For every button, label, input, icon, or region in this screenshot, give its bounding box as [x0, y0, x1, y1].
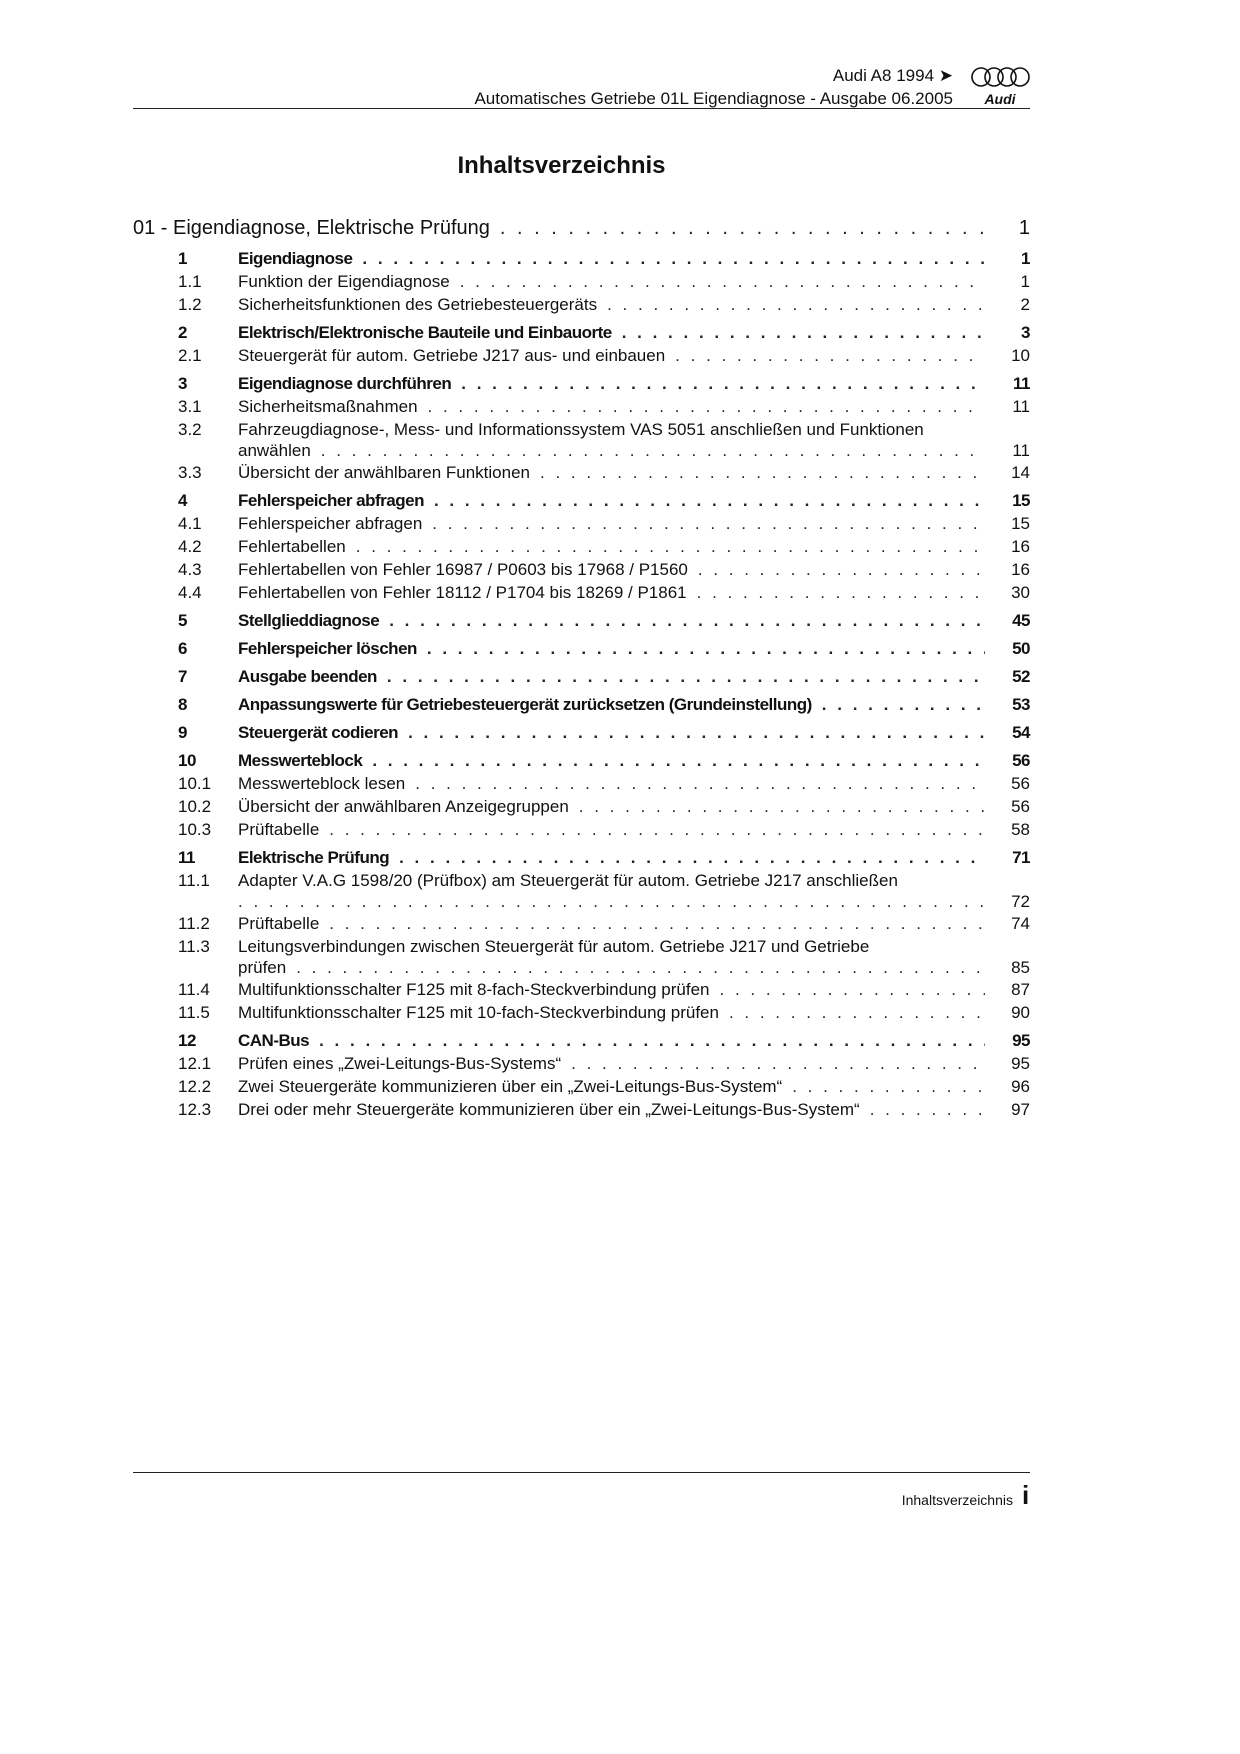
toc-entry-title: Zwei Steuergeräte kommunizieren über ein „Zwei-Leitungs-Bus-System“: [238, 1077, 783, 1096]
toc-entry-title: Eigendiagnose durchführen: [238, 374, 452, 393]
toc-entry-title: Elektrische Prüfung: [238, 848, 390, 867]
toc-entry-title: Eigendiagnose: [238, 249, 353, 268]
toc-entry-number: 11.1: [178, 871, 210, 890]
toc-entry-number: 4.2: [178, 537, 202, 556]
toc-entry-page: 87: [1011, 980, 1030, 999]
toc-entry-number: 10.1: [178, 774, 212, 793]
toc-entry-number: 1: [178, 249, 187, 268]
dot-leader: [356, 537, 985, 557]
toc-entry-title: Stellglieddiagnose: [238, 611, 380, 630]
toc-entry-page: 14: [1011, 463, 1030, 482]
toc-entry-page: 53: [1012, 695, 1030, 714]
toc-entry-title: Prüftabelle: [238, 820, 320, 839]
dot-leader: [408, 723, 985, 743]
toc-entry-number: 3.1: [178, 397, 202, 416]
toc-entry-title: Steuergerät für autom. Getriebe J217 aus- und einbauen: [238, 346, 666, 365]
toc-entry-page: 2: [1020, 295, 1030, 314]
toc-entry-title: Sicherheitsmaßnahmen: [238, 397, 418, 416]
toc-entry-number: 4.1: [178, 514, 202, 533]
dot-leader: [399, 848, 985, 868]
toc-entry-title: Leitungsverbindungen zwischen Steuergerät für autom. Getriebe J217 und Getriebe: [238, 937, 870, 956]
dot-leader: [697, 583, 985, 603]
toc-entry-page: 97: [1011, 1100, 1030, 1119]
dot-leader: [362, 249, 985, 269]
toc-entry-title: Prüftabelle: [238, 914, 320, 933]
toc-entry-page: 58: [1011, 820, 1030, 839]
dot-leader: [321, 441, 985, 461]
toc-entry-number: 10.3: [178, 820, 212, 839]
toc-entry-number: 5: [178, 611, 187, 630]
dot-leader: [571, 1054, 985, 1074]
dot-leader: [428, 397, 985, 417]
toc-entry-page: 54: [1012, 723, 1030, 742]
toc-entry-page: 16: [1011, 537, 1030, 556]
toc-entry-page: 11: [1013, 374, 1030, 393]
footer-label: Inhaltsverzeichnis: [901, 1492, 1013, 1508]
dot-leader: [389, 611, 985, 631]
toc-entry-page: 56: [1011, 797, 1030, 816]
dot-leader: [698, 560, 985, 580]
dot-leader: [387, 667, 985, 687]
toc-entry-page: 15: [1011, 514, 1030, 533]
dot-leader: [372, 751, 985, 771]
toc-entry-title: Messwerteblock lesen: [238, 774, 406, 793]
toc-entry-title: Adapter V.A.G 1598/20 (Prüfbox) am Steuergerät für autom. Getriebe J217 anschließen: [238, 871, 898, 890]
toc-entry-title: Fehlertabellen von Fehler 16987 / P0603 bis 17968 / P1560: [238, 560, 688, 579]
brand-wordmark: Audi: [984, 91, 1016, 107]
table-of-contents: [133, 0, 1030, 1200]
toc-entry-title: Drei oder mehr Steuergeräte kommunizieren über ein „Zwei-Leitungs-Bus-System“: [238, 1100, 860, 1119]
toc-entry-page: 16: [1011, 560, 1030, 579]
toc-entry-page: 1: [1020, 272, 1030, 291]
toc-entry-title: Übersicht der anwählbaren Anzeigegruppen: [238, 797, 569, 816]
footer-page-number: i: [1022, 1480, 1030, 1510]
toc-entry-number: 7: [178, 667, 187, 686]
toc-entry-title: Fehlerspeicher löschen: [238, 639, 417, 658]
toc-entry-number: 4: [178, 491, 187, 510]
toc-entry-page: 15: [1012, 491, 1030, 510]
toc-entry-title: Multifunktionsschalter F125 mit 10-fach-Steckverbindung prüfen: [238, 1003, 719, 1022]
dot-leader: [319, 1031, 985, 1051]
toc-entry-title: Sicherheitsfunktionen des Getriebesteuergeräts: [238, 295, 598, 314]
toc-entry-title: Ausgabe beenden: [238, 667, 377, 686]
toc-entry-title: Fahrzeugdiagnose-, Mess- und Informationssystem VAS 5051 anschließen und Funktionen: [238, 420, 924, 439]
page-title: Inhaltsverzeichnis: [457, 152, 666, 179]
toc-entry-page: 71: [1012, 848, 1030, 867]
toc-entry-title: Fehlerspeicher abfragen: [238, 514, 423, 533]
toc-entry-number: 2: [178, 323, 187, 342]
toc-entry-page: 72: [1011, 892, 1030, 911]
toc-entry-page: 11: [1012, 397, 1030, 416]
toc-entry-title-continued: anwählen: [238, 441, 311, 460]
footer-rule: [133, 1472, 1030, 1473]
toc-entry-title: Funktion der Eigendiagnose: [238, 272, 450, 291]
toc-entry-page: 1: [1021, 249, 1030, 268]
toc-entry-number: 1.1: [178, 272, 202, 291]
chapter-page: 1: [1018, 217, 1030, 239]
toc-entry-page: 85: [1011, 958, 1030, 977]
dot-leader: [296, 958, 985, 978]
toc-entry-title: Übersicht der anwählbaren Funktionen: [238, 463, 531, 482]
toc-entry-page: 74: [1011, 914, 1030, 933]
toc-entry-page: 96: [1011, 1077, 1030, 1096]
toc-entry-number: 11: [178, 848, 195, 867]
toc-entry-number: 4.4: [178, 583, 202, 602]
toc-entry-page: 56: [1012, 751, 1030, 770]
dot-leader: [432, 514, 985, 534]
dot-leader: [415, 774, 985, 794]
toc-entry-page: 45: [1012, 611, 1030, 630]
toc-entry-number: 11.5: [178, 1003, 210, 1022]
toc-entry-number: 12: [178, 1031, 196, 1050]
dot-leader: [540, 463, 985, 483]
toc-entry-title: Elektrisch/Elektronische Bauteile und Einbauorte: [238, 323, 612, 342]
toc-entry-title: Anpassungswerte für Getriebesteuergerät zurücksetzen (Grundeinstellung): [238, 695, 812, 714]
toc-entry-page: 95: [1011, 1054, 1030, 1073]
toc-entry-number: 9: [178, 723, 187, 742]
toc-entry-number: 11.4: [178, 980, 210, 999]
toc-entry-number: 2.1: [178, 346, 202, 365]
toc-entry-number: 11.3: [178, 937, 210, 956]
toc-entry-number: 3.3: [178, 463, 202, 482]
header-model: Audi A8 1994 ➤: [832, 66, 953, 85]
toc-entry-number: 12.1: [178, 1054, 212, 1073]
dot-leader: [329, 914, 985, 934]
dot-leader: [607, 295, 985, 315]
dot-leader: [329, 820, 985, 840]
toc-entry-number: 12.3: [178, 1100, 212, 1119]
toc-entry-number: 8: [178, 695, 187, 714]
dot-leader: [822, 695, 985, 715]
dot-leader: [729, 1003, 985, 1023]
dot-leader: [461, 374, 985, 394]
toc-entry-number: 11.2: [178, 914, 210, 933]
toc-entry-title: Messwerteblock: [238, 751, 363, 770]
toc-entry-title: Prüfen eines „Zwei-Leitungs-Bus-Systems“: [238, 1054, 562, 1073]
toc-entry-title: Fehlerspeicher abfragen: [238, 491, 424, 510]
toc-entry-title: CAN-Bus: [238, 1031, 310, 1050]
dot-leader: [675, 346, 985, 366]
dot-leader: [792, 1077, 985, 1097]
dot-leader: [579, 797, 985, 817]
toc-entry-title: Steuergerät codieren: [238, 723, 399, 742]
toc-entry-number: 4.3: [178, 560, 202, 579]
toc-entry-page: 50: [1012, 639, 1030, 658]
toc-entry-page: 11: [1012, 441, 1030, 460]
dot-leader: [622, 323, 985, 343]
toc-entry-number: 3.2: [178, 420, 202, 439]
toc-entry-page: 90: [1011, 1003, 1030, 1022]
dot-leader: [870, 1100, 985, 1120]
toc-entry-number: 12.2: [178, 1077, 212, 1096]
dot-leader: [460, 272, 985, 292]
toc-entry-number: 6: [178, 639, 187, 658]
toc-entry-title: Multifunktionsschalter F125 mit 8-fach-Steckverbindung prüfen: [238, 980, 710, 999]
toc-entry-page: 56: [1011, 774, 1030, 793]
dot-leader: [500, 217, 985, 240]
toc-entry-number: 10: [178, 751, 196, 770]
dot-leader: [434, 491, 985, 511]
toc-entry-number: 3: [178, 374, 187, 393]
header-manual-title: Automatisches Getriebe 01L Eigendiagnose - Ausgabe 06.2005: [474, 89, 953, 108]
chapter-label: 01 - Eigendiagnose, Elektrische Prüfung: [133, 217, 490, 239]
toc-entry-page: 10: [1011, 346, 1030, 365]
dot-leader: [427, 639, 985, 659]
toc-entry-page: 3: [1021, 323, 1030, 342]
toc-entry-number: 10.2: [178, 797, 212, 816]
dot-leader: [720, 980, 985, 1000]
toc-entry-title: Fehlertabellen: [238, 537, 346, 556]
toc-entry-page: 52: [1012, 667, 1030, 686]
toc-entry-page: 30: [1011, 583, 1030, 602]
toc-entry-title: Fehlertabellen von Fehler 18112 / P1704 bis 18269 / P1861: [238, 583, 687, 602]
toc-entry-number: 1.2: [178, 295, 202, 314]
dot-leader: [238, 892, 985, 912]
toc-entry-title-continued: prüfen: [238, 958, 287, 977]
toc-entry-page: 95: [1012, 1031, 1030, 1050]
